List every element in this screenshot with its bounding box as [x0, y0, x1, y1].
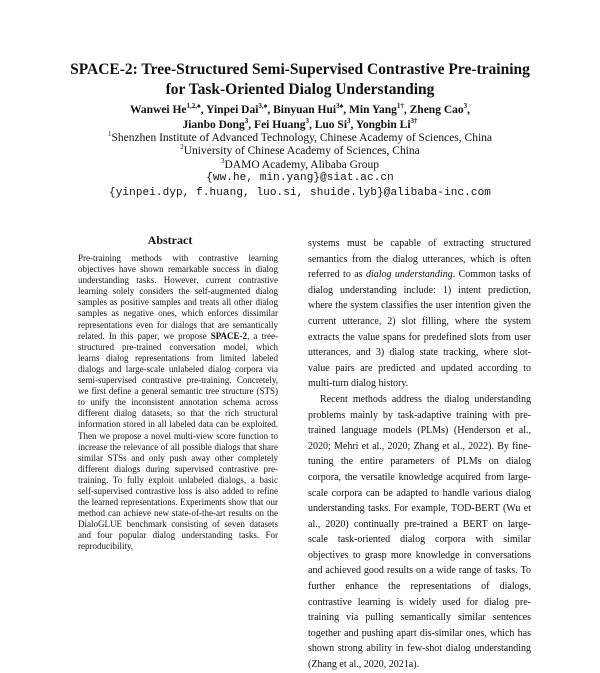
author-affiliation-mark: 1† — [396, 102, 404, 111]
affiliation-number: 2 — [180, 143, 184, 152]
abstract-paragraph — [78, 253, 278, 553]
author-affiliation-mark: 3 — [347, 117, 351, 126]
author-affiliation-mark: 3 — [463, 102, 468, 111]
affiliation-text: University of Chinese Academy of Sciences, China — [183, 145, 420, 157]
author-affiliation-mark: 1,2,♠ — [186, 102, 201, 111]
author-name: Jianbo Dong — [182, 119, 245, 131]
author-name: Fei Huang — [254, 119, 306, 131]
author-affiliation-mark: 3♠ — [336, 102, 344, 111]
intro-paragraph-2: Recent methods address the dialog understanding problems mainly by task-adaptive training with pre-trained language models (PLMs) (Henderson et al., 2020; Mehri et al., 2020; Zhang et al., 2022). By fine-tuning the entire parameters of PLMs on dialog corpora, the versatile knowledge acquired from large-scale corpora can be adapted to handle various dialog understanding tasks. For example, TOD-BERT (Wu et al., 2020) continually pre-trained a BERT on large-scale task-oriented dialog corpora with similar objectives to grasp more knowledge in conversations and achieved good results on a wide range of tasks. To further enhance the representations of dialogs, contrastive learning is widely used for dialog pre-training via pulling semantically similar sentences together and pushing apart dis-similar ones, which has shown strong ability in few-shot dialog understanding (Zhang et al., 2020, 2021a). — [308, 393, 531, 671]
author-name: Luo Si — [314, 119, 348, 131]
author-name: Wanwei He — [130, 104, 187, 116]
abstract-text-part-2: , a tree-structured pre-trained conversation model, which learns dialog representations from limited labeled dialogs and large-scale unlabeled dialog corpora via semi-supervised contrastive pre-training. Concretely, we first define a general semantic tree structure (STS) to unify the inconsistent annotation schema across different dialog datasets, so that the rich structural information stored in all labeled data can be exploited. Then we propose a novel multi-view score function to increase the relevance of all possible dialogs that share similar STSs and only push away other completely different dialogs during supervised contrastive pre-training. To fully exploit unlabeled dialogs, a basic self-supervised contrastive loss is also added to refine the learned representations. Experiments show that our method can achieve new state-of-the-art results on the DialoGLUE benchmark consisting of seven datasets and four popular dialog understanding tasks. For reproducibility, — [78, 330, 278, 552]
author-list-line-2: Jianbo Dong$^3$, Fei Huang$^3$, Luo Si$^3$, Yongbin $Li^{3\dagger}$ — [182, 117, 418, 131]
author-list-line-1: Wanwei $He^{1,2,♠}$, Yinpei Dai$^{3,♠}$, Binyuan Hui$^{3♠}$, Min Yang$^{1\dagger}$, Zheng Cao$^3$, — [130, 102, 470, 116]
abstract-heading: Abstract — [147, 233, 193, 247]
author-name: Binyuan Hui — [273, 104, 337, 116]
author-affiliation-mark: 3 — [244, 117, 249, 126]
model-name-bold: SPACE-2 — [210, 330, 248, 341]
paper-title-line-2: for Task-Oriented Dialog Understanding — [165, 81, 435, 98]
paper-title-line-1: SPACE-2: Tree-Structured Semi-Supervised Contrastive Pre-training — [70, 61, 530, 78]
intro-p1-part-1: systems must be capable of extracting structured semantics from the dialog utterances, which is often referred to as — [308, 238, 531, 281]
author-name: Min Yang — [349, 104, 397, 116]
dialog-understanding-term: dialog understanding — [365, 269, 453, 281]
email-line-2: {yinpei.dyp, f.huang, luo.si, shuide.lyb}@alibaba-inc.com — [109, 187, 491, 199]
author-name: Zheng Cao — [409, 104, 464, 116]
author-affiliation-mark: 3† — [410, 117, 418, 126]
intro-p1-part-2: . Common tasks of dialog understanding include: 1) intent prediction, where the system classifies the user intention given the current utterance, 2) slot filling, where the system extracts the value spans for predefined slots from user utterances, and 3) dialog state tracking, where slot-value pairs are predicted and updated according to multi-turn dialog history. — [308, 269, 531, 390]
affiliation-text: DAMO Academy, Alibaba Group — [224, 159, 379, 171]
author-affiliation-mark: 3,♠ — [258, 102, 268, 111]
affiliation-number: 3 — [221, 157, 225, 166]
abstract-body — [78, 253, 278, 600]
abstract-text-part-1: Pre-training methods with contrastive learning objectives have shown remarkable success in dialog understanding tasks. However, current contrastive learning solely considers the self-augmented dialog samples as positive samples and treats all other dialog samples as negative ones, which enforces dissimilar representations even for dialogs that are semantically related. In this paper, we propose — [78, 253, 278, 341]
author-name: Yinpei Dai — [206, 104, 259, 116]
affiliation-text: Shenzhen Institute of Advanced Technology, Chinese Academy of Sciences, China — [111, 132, 493, 144]
author-name: Yongbin Li — [355, 119, 411, 131]
intro-paragraph-1 — [308, 236, 531, 392]
affiliation-number: 1 — [107, 130, 112, 139]
author-affiliation-mark: 3 — [305, 117, 309, 126]
introduction-column — [308, 236, 531, 671]
email-line-1: {ww.he, min.yang}@siat.ac.cn — [206, 172, 394, 184]
